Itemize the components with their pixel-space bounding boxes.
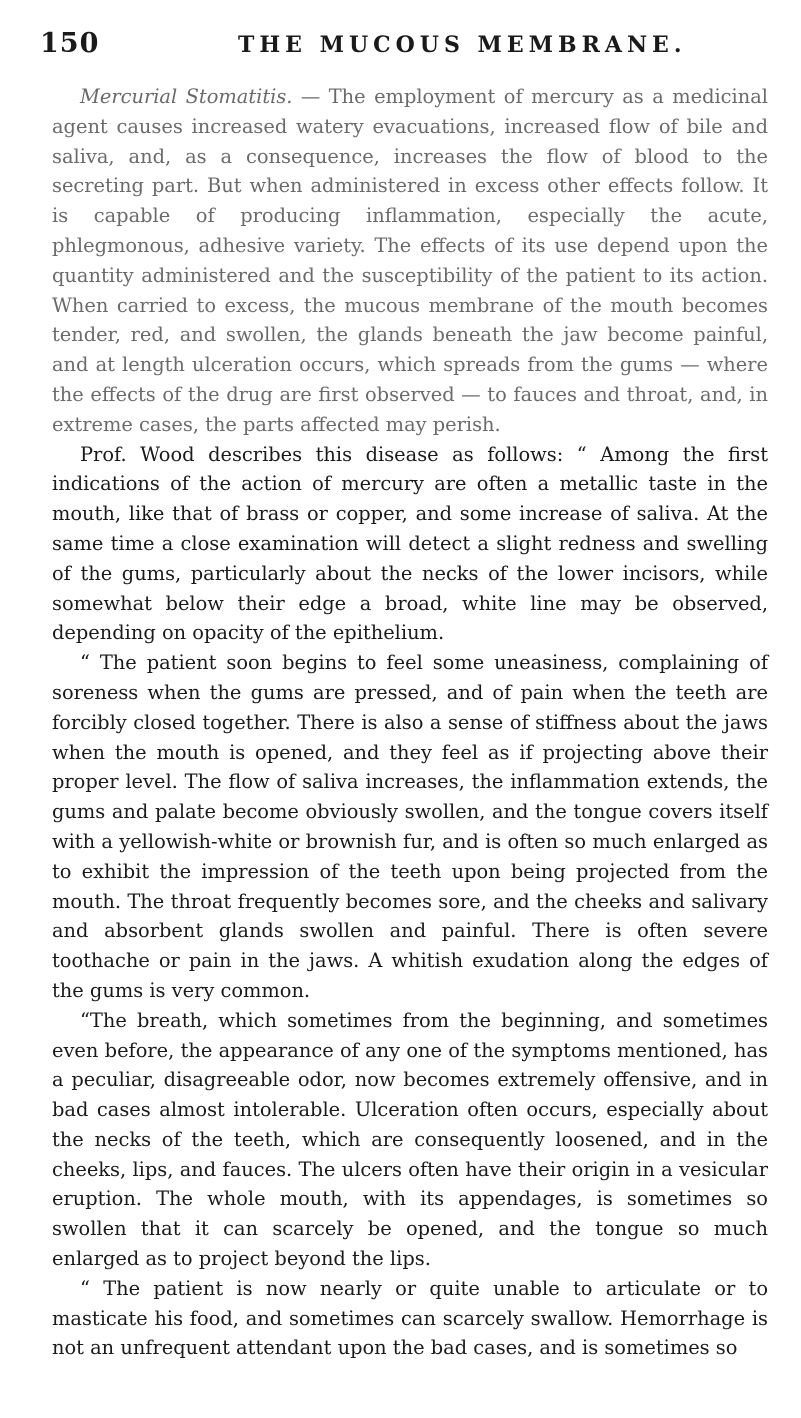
running-title: THE MUCOUS MEMBRANE. bbox=[238, 32, 687, 58]
paragraph-text: — The employment of mercury as a medicinal agent causes increased watery evacuations, increased flow of bile and saliva, and, as a consequence, increases the flow of blood to the secreting part. But when administered in excess other effects follow. It is capable of producing inflammation, especially the acute, phlegmonous, adhesive variety. The effects of its use depend upon the quantity administered and the susceptibility of the patient to its action. When carried to excess, the mucous membrane of the mouth becomes tender, red, and swollen, the glands beneath the jaw become painful, and at length ulceration occurs, which spreads from the gums — where the effects of the drug are first observed — to fauces and throat, and, in extreme cases, the parts affected may perish. bbox=[52, 85, 768, 436]
page-number: 150 bbox=[40, 28, 100, 59]
running-head bbox=[40, 28, 740, 68]
paragraph: Prof. Wood describes this disease as follows: “ Among the first indications of the action of mercury are often a metallic taste in the mouth, like that of brass or copper, and some increase of saliva. At the same time a close examination will detect a slight redness and swelling of the gums, particularly about the necks of the lower incisors, while somewhat below their edge a broad, white line may be observed, depending on opacity of the epithelium. bbox=[52, 442, 768, 645]
section-heading: Mercurial Stomatitis. bbox=[80, 85, 293, 108]
paragraph: “The breath, which sometimes from the beginning, and sometimes even before, the appearance of any one of the symptoms mentioned, has a peculiar, disagreeable odor, now becomes extremely offensive, and in bad cases almost intolerable. Ulceration often occurs, especially about the necks of the teeth, which are consequently loosened, and in the cheeks, lips, and fauces. The ulcers often have their origin in a vesicular eruption. The whole mouth, with its appendages, is sometimes so swollen that it can scarcely be opened, and the tongue so much enlarged as to project beyond the lips. bbox=[52, 1008, 768, 1271]
paragraph: “ The patient is now nearly or quite unable to articulate or to masticate his food, and sometimes can scarcely swallow. Hemorrhage is not an unfrequent attendant upon the bad cases, and is sometimes so bbox=[52, 1276, 768, 1360]
paragraph-mercurial-stomatitis bbox=[52, 82, 768, 440]
body-text bbox=[52, 82, 768, 1363]
paragraph: “ The patient soon begins to feel some uneasiness, complaining of soreness when the gums are pressed, and of pain when the teeth are forcibly closed together. There is also a sense of stiffness about the jaws when the mouth is opened, and they feel as if projecting above their proper level. The flow of saliva increases, the inflammation extends, the gums and palate become obviously swollen, and the tongue covers itself with a yellowish-white or brownish fur, and is often so much enlarged as to exhibit the impression of the teeth upon being projected from the mouth. The throat frequently becomes sore, and the cheeks and salivary and absorbent glands swollen and painful. There is often severe toothache or pain in the jaws. A whitish exudation along the edges of the gums is very common. bbox=[52, 651, 768, 1002]
